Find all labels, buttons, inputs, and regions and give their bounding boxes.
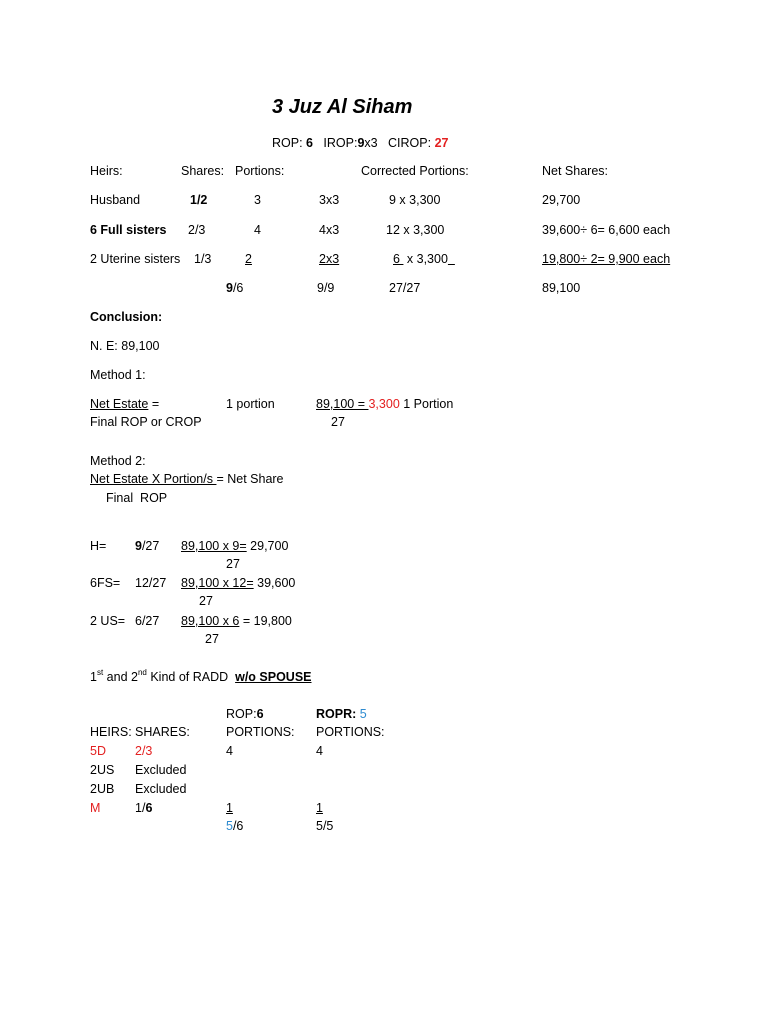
row-share: 1/3 — [194, 252, 212, 266]
method-1-heading: Method 1: — [90, 368, 146, 382]
method-1-calc-denominator: 27 — [331, 415, 345, 429]
calc-fraction: 9/27 — [135, 539, 160, 553]
row-heir: Husband — [90, 193, 141, 207]
radd-share: 2/3 — [135, 744, 153, 758]
calc-fraction: 12/27 — [135, 576, 167, 590]
calc-fraction: 6/27 — [135, 614, 160, 628]
radd-portion-1: 1 — [226, 801, 233, 815]
radd-share: Excluded — [135, 782, 187, 796]
radd-rop: ROP:6 — [226, 707, 264, 721]
header-net: Net Shares: — [542, 164, 609, 178]
irop-rest: x3 — [364, 136, 378, 150]
row-net: 19,800÷ 2= 9,900 each — [542, 252, 671, 266]
total-mult: 9/9 — [317, 281, 335, 295]
calc-expression: 89,100 x 9= 29,700 — [181, 539, 289, 553]
conclusion-heading: Conclusion: — [90, 310, 163, 324]
page-title: 3 Juz Al Siham — [272, 96, 413, 118]
cirop-value: 27 — [434, 136, 449, 150]
method-1-denominator: Final ROP or CROP — [90, 415, 202, 429]
row-portion: 4 — [254, 223, 261, 237]
radd-header-heirs: HEIRS: — [90, 725, 132, 739]
cirop-label: CIROP: — [377, 136, 435, 150]
method-1-calc: 89,100 = 3,300 1 Portion — [316, 397, 454, 411]
calc-expression: 89,100 x 6 = 19,800 — [181, 614, 292, 628]
calc-denominator: 27 — [226, 557, 240, 571]
radd-heir: 2UB — [90, 782, 115, 796]
method-2-heading: Method 2: — [90, 454, 146, 468]
rop-line — [272, 137, 448, 150]
calc-heir: 2 US= — [90, 614, 126, 628]
rop-label: ROP: — [272, 136, 307, 150]
radd-total-1: 5/6 — [226, 819, 244, 833]
row-heir: 6 Full sisters — [90, 223, 167, 237]
header-corrected: Corrected Portions: — [361, 164, 469, 178]
row-mult: 4x3 — [319, 223, 340, 237]
calc-expression: 89,100 x 12= 39,600 — [181, 576, 296, 590]
header-portions: Portions: — [235, 164, 285, 178]
calc-heir: H= — [90, 539, 107, 553]
radd-portion-2: 1 — [316, 801, 323, 815]
calc-denominator: 27 — [205, 632, 219, 646]
calc-denominator: 27 — [199, 594, 213, 608]
header-heirs: Heirs: — [90, 164, 123, 178]
radd-heir: 2US — [90, 763, 115, 777]
row-net: 39,600÷ 6= 6,600 each — [542, 223, 671, 237]
row-portion: 3 — [254, 193, 261, 207]
irop-value: 9 — [357, 136, 365, 150]
row-mult: 2x3 — [319, 252, 340, 266]
radd-portion-1: 4 — [226, 744, 233, 758]
total-corrected: 27/27 — [389, 281, 421, 295]
radd-heir: M — [90, 801, 101, 815]
method-2-numerator: Net Estate X Portion/s = Net Share — [90, 472, 284, 486]
method-1-portion: 1 portion — [226, 397, 275, 411]
total-portions: 9/6 — [226, 281, 244, 295]
net-estate: N. E: 89,100 — [90, 339, 160, 353]
row-corrected: 6 x 3,300 — [393, 252, 448, 266]
radd-total-2: 5/5 — [316, 819, 334, 833]
row-share: 1/2 — [190, 193, 208, 207]
radd-header-portions: PORTIONS: — [226, 725, 295, 739]
row-mult: 3x3 — [319, 193, 340, 207]
radd-heir: 5D — [90, 744, 106, 758]
radd-heading: 1st and 2nd Kind of RADD w/o SPOUSE — [90, 668, 312, 684]
radd-ropr: ROPR: 5 — [316, 707, 367, 721]
method-1-numerator: Net Estate = — [90, 397, 160, 411]
row-corrected: 12 x 3,300 — [386, 223, 445, 237]
radd-share: Excluded — [135, 763, 187, 777]
rop-value: 6 — [306, 136, 313, 150]
row-portion: 2 — [245, 252, 252, 266]
row-share: 2/3 — [188, 223, 206, 237]
method-2-denominator: Final ROP — [106, 491, 168, 505]
irop-label: IROP: — [313, 136, 358, 150]
row-heir: 2 Uterine sisters — [90, 252, 181, 266]
radd-share: 1/6 — [135, 801, 153, 815]
radd-portion-2: 4 — [316, 744, 323, 758]
calc-heir: 6FS= — [90, 576, 121, 590]
radd-header-shares: SHARES: — [135, 725, 190, 739]
row-corrected: 9 x 3,300 — [389, 193, 441, 207]
header-shares: Shares: — [181, 164, 225, 178]
radd-header-portions: PORTIONS: — [316, 725, 385, 739]
total-net: 89,100 — [542, 281, 581, 295]
row-net: 29,700 — [542, 193, 581, 207]
